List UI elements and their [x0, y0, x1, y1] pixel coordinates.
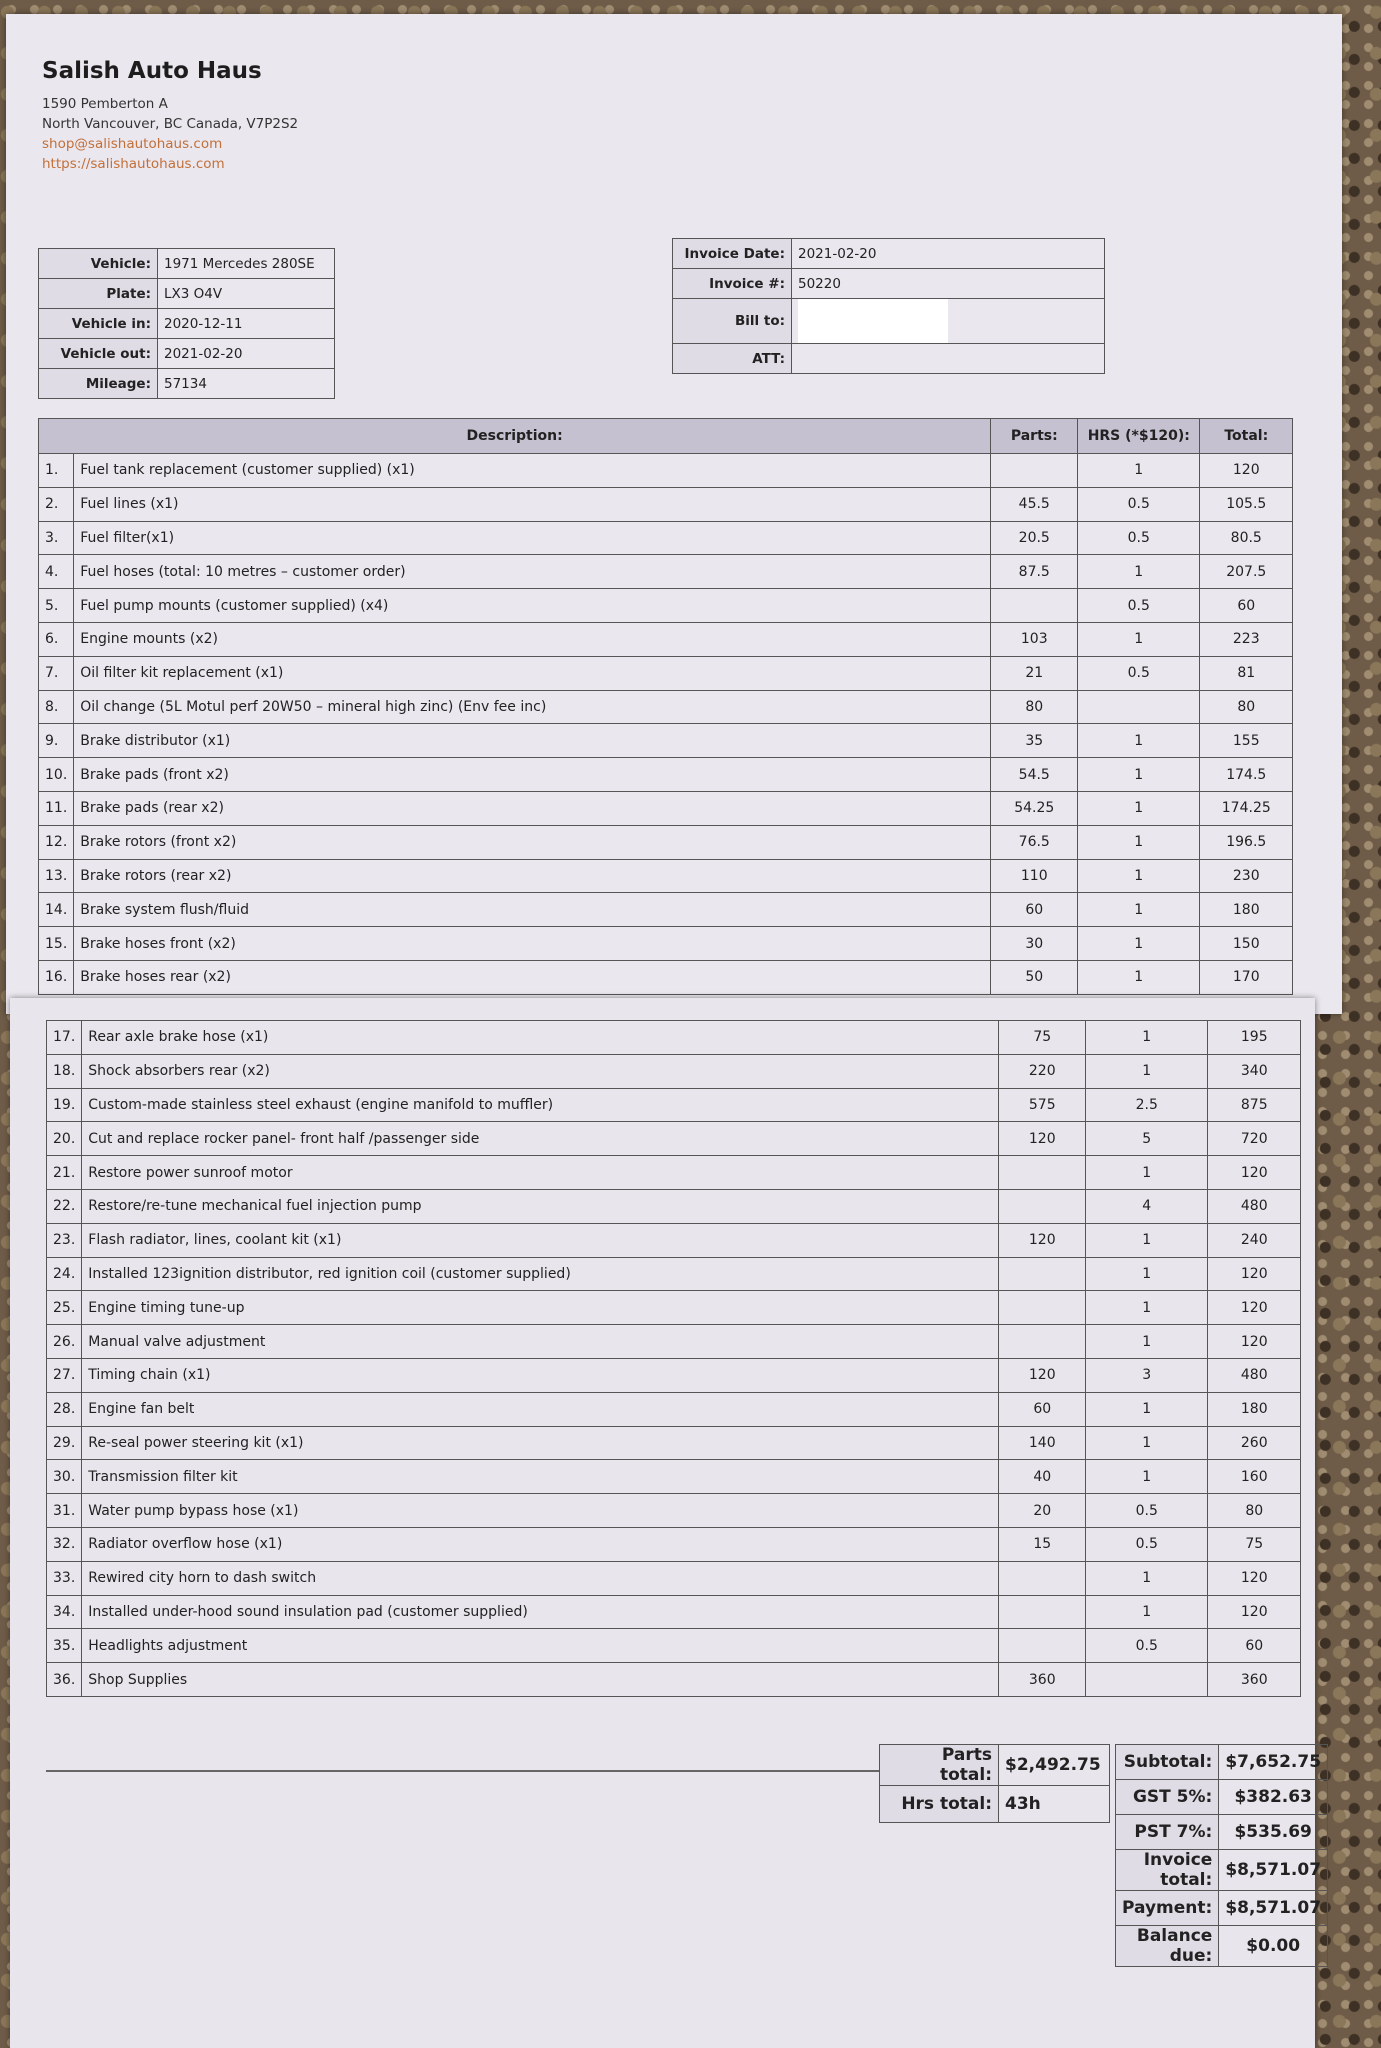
item-parts: 21 [991, 656, 1078, 690]
item-total: 120 [1208, 1561, 1301, 1595]
item-parts: 120 [999, 1223, 1086, 1257]
item-hours: 5 [1086, 1122, 1208, 1156]
table-row [39, 487, 1293, 521]
table-row [47, 1392, 1301, 1426]
description-header: Description: [39, 419, 991, 454]
item-hours: 1 [1078, 791, 1200, 825]
table-row [39, 589, 1293, 623]
parts-header: Parts: [991, 419, 1078, 454]
item-number: 23. [47, 1223, 82, 1257]
item-hours: 1 [1078, 724, 1200, 758]
item-number: 12. [39, 825, 74, 859]
table-row [47, 1054, 1301, 1088]
item-hours: 0.5 [1086, 1629, 1208, 1663]
item-description: Engine fan belt [82, 1392, 999, 1426]
item-parts [999, 1325, 1086, 1359]
table-row [47, 1460, 1301, 1494]
item-hours: 1 [1086, 1426, 1208, 1460]
total-header: Total: [1200, 419, 1293, 454]
item-hours: 1 [1078, 555, 1200, 589]
item-number: 29. [47, 1426, 82, 1460]
mileage-label: Mileage: [39, 369, 158, 399]
item-parts: 360 [999, 1663, 1086, 1697]
table-row [47, 1494, 1301, 1528]
item-hours: 4 [1086, 1189, 1208, 1223]
item-description: Brake hoses front (x2) [74, 927, 991, 961]
invoice-date-label: Invoice Date: [673, 239, 792, 269]
subtotal-value: $7,652.75 [1219, 1745, 1328, 1780]
item-description: Fuel tank replacement (customer supplied) (x1) [74, 454, 991, 488]
item-description: Rewired city horn to dash switch [82, 1561, 999, 1595]
invoice-total-value: $8,571.07 [1219, 1850, 1328, 1891]
vehicle-out-value: 2021-02-20 [158, 339, 335, 369]
pst-label: PST 7%: [1116, 1815, 1219, 1850]
item-description: Fuel lines (x1) [74, 487, 991, 521]
item-total: 195 [1208, 1021, 1301, 1055]
item-description: Fuel filter(x1) [74, 521, 991, 555]
item-hours: 1 [1078, 927, 1200, 961]
summary-divider [46, 1770, 886, 1772]
item-parts: 45.5 [991, 487, 1078, 521]
item-parts: 40 [999, 1460, 1086, 1494]
table-row [47, 1257, 1301, 1291]
att-label: ATT: [673, 344, 792, 374]
item-number: 28. [47, 1392, 82, 1426]
item-hours: 1 [1078, 893, 1200, 927]
gst-label: GST 5%: [1116, 1780, 1219, 1815]
table-row [47, 1189, 1301, 1223]
item-number: 24. [47, 1257, 82, 1291]
item-total: 150 [1200, 927, 1293, 961]
item-description: Oil change (5L Motul perf 20W50 – mineral high zinc) (Env fee inc) [74, 690, 991, 724]
item-total: 80 [1200, 690, 1293, 724]
item-number: 4. [39, 555, 74, 589]
item-parts: 575 [999, 1088, 1086, 1122]
table-row [39, 521, 1293, 555]
item-total: 120 [1208, 1156, 1301, 1190]
item-parts [999, 1629, 1086, 1663]
item-number: 21. [47, 1156, 82, 1190]
table-row [47, 1122, 1301, 1156]
balance-due-value: $0.00 [1219, 1926, 1328, 1967]
item-hours: 1 [1078, 758, 1200, 792]
item-hours: 1 [1086, 1392, 1208, 1426]
table-row [39, 825, 1293, 859]
line-items-body-page2 [47, 1021, 1301, 1697]
shop-name: Salish Auto Haus [42, 58, 262, 84]
invoice-info-table [672, 238, 1105, 374]
table-row [39, 927, 1293, 961]
table-row [39, 656, 1293, 690]
item-parts: 103 [991, 622, 1078, 656]
item-parts: 75 [999, 1021, 1086, 1055]
item-description: Brake pads (front x2) [74, 758, 991, 792]
item-hours: 1 [1086, 1054, 1208, 1088]
item-description: Cut and replace rocker panel- front half /passenger side [82, 1122, 999, 1156]
item-description: Timing chain (x1) [82, 1358, 999, 1392]
item-description: Brake pads (rear x2) [74, 791, 991, 825]
table-row [39, 454, 1293, 488]
table-row [39, 859, 1293, 893]
item-number: 30. [47, 1460, 82, 1494]
table-row [39, 690, 1293, 724]
item-parts: 120 [999, 1358, 1086, 1392]
item-number: 34. [47, 1595, 82, 1629]
item-description: Brake distributor (x1) [74, 724, 991, 758]
item-parts [999, 1156, 1086, 1190]
item-hours: 1 [1086, 1291, 1208, 1325]
item-description: Manual valve adjustment [82, 1325, 999, 1359]
item-number: 8. [39, 690, 74, 724]
hrs-header: HRS (*$120): [1078, 419, 1200, 454]
item-parts: 87.5 [991, 555, 1078, 589]
redaction-box [798, 299, 948, 343]
item-hours: 1 [1086, 1156, 1208, 1190]
item-description: Installed 123ignition distributor, red ignition coil (customer supplied) [82, 1257, 999, 1291]
table-row [47, 1223, 1301, 1257]
table-row [39, 758, 1293, 792]
item-number: 31. [47, 1494, 82, 1528]
item-hours: 0.5 [1078, 521, 1200, 555]
subtotal-label: Subtotal: [1116, 1745, 1219, 1780]
balance-due-label: Balance due: [1116, 1926, 1219, 1967]
item-parts: 54.25 [991, 791, 1078, 825]
item-number: 26. [47, 1325, 82, 1359]
item-description: Brake rotors (front x2) [74, 825, 991, 859]
hrs-total-label: Hrs total: [880, 1786, 999, 1823]
invoice-number-value: 50220 [792, 269, 1105, 299]
att-value [792, 344, 1105, 374]
item-hours: 1 [1078, 454, 1200, 488]
item-number: 6. [39, 622, 74, 656]
item-total: 207.5 [1200, 555, 1293, 589]
item-number: 16. [39, 960, 74, 994]
pst-value: $535.69 [1219, 1815, 1328, 1850]
table-row [47, 1595, 1301, 1629]
table-row [47, 1325, 1301, 1359]
item-total: 170 [1200, 960, 1293, 994]
item-number: 11. [39, 791, 74, 825]
invoice-number-label: Invoice #: [673, 269, 792, 299]
item-hours: 1 [1078, 859, 1200, 893]
item-total: 75 [1208, 1527, 1301, 1561]
table-row [39, 622, 1293, 656]
item-number: 13. [39, 859, 74, 893]
item-total: 223 [1200, 622, 1293, 656]
item-description: Installed under-hood sound insulation pad (customer supplied) [82, 1595, 999, 1629]
item-total: 260 [1208, 1426, 1301, 1460]
payment-label: Payment: [1116, 1891, 1219, 1926]
item-hours: 0.5 [1086, 1527, 1208, 1561]
item-total: 120 [1200, 454, 1293, 488]
item-number: 3. [39, 521, 74, 555]
item-number: 20. [47, 1122, 82, 1156]
item-hours: 1 [1078, 825, 1200, 859]
item-total: 120 [1208, 1595, 1301, 1629]
table-row [47, 1291, 1301, 1325]
item-description: Fuel pump mounts (customer supplied) (x4) [74, 589, 991, 623]
item-description: Restore power sunroof motor [82, 1156, 999, 1190]
item-parts: 140 [999, 1426, 1086, 1460]
line-items-table-page1 [38, 418, 1293, 995]
vehicle-in-value: 2020-12-11 [158, 309, 335, 339]
item-number: 18. [47, 1054, 82, 1088]
shop-address-line2: North Vancouver, BC Canada, V7P2S2 [42, 116, 299, 132]
parts-hours-summary [879, 1744, 1110, 1823]
item-total: 875 [1208, 1088, 1301, 1122]
invoice-total-label: Invoice total: [1116, 1850, 1219, 1891]
item-parts: 220 [999, 1054, 1086, 1088]
item-number: 7. [39, 656, 74, 690]
item-total: 80.5 [1200, 521, 1293, 555]
item-total: 180 [1208, 1392, 1301, 1426]
item-parts: 80 [991, 690, 1078, 724]
item-hours: 1 [1078, 960, 1200, 994]
plate-label: Plate: [39, 279, 158, 309]
item-hours: 1 [1086, 1257, 1208, 1291]
item-total: 480 [1208, 1358, 1301, 1392]
item-number: 10. [39, 758, 74, 792]
table-row [39, 724, 1293, 758]
item-total: 174.5 [1200, 758, 1293, 792]
table-row [47, 1527, 1301, 1561]
table-row [47, 1663, 1301, 1697]
item-parts [991, 589, 1078, 623]
item-number: 15. [39, 927, 74, 961]
item-total: 120 [1208, 1257, 1301, 1291]
item-description: Water pump bypass hose (x1) [82, 1494, 999, 1528]
item-total: 105.5 [1200, 487, 1293, 521]
item-parts: 30 [991, 927, 1078, 961]
table-row [39, 960, 1293, 994]
shop-email-link[interactable]: shop@salishautohaus.com [42, 136, 223, 152]
item-total: 174.25 [1200, 791, 1293, 825]
invoice-page-1 [6, 14, 1342, 1014]
item-parts: 20.5 [991, 521, 1078, 555]
table-row [47, 1561, 1301, 1595]
item-hours: 2.5 [1086, 1088, 1208, 1122]
item-hours [1086, 1663, 1208, 1697]
table-row [39, 893, 1293, 927]
item-number: 25. [47, 1291, 82, 1325]
item-description: Fuel hoses (total: 10 metres – customer order) [74, 555, 991, 589]
item-parts [999, 1257, 1086, 1291]
item-total: 120 [1208, 1291, 1301, 1325]
item-number: 14. [39, 893, 74, 927]
item-parts [999, 1291, 1086, 1325]
item-total: 240 [1208, 1223, 1301, 1257]
item-hours [1078, 690, 1200, 724]
item-parts: 110 [991, 859, 1078, 893]
mileage-value: 57134 [158, 369, 335, 399]
item-description: Custom-made stainless steel exhaust (engine manifold to muffler) [82, 1088, 999, 1122]
item-hours: 0.5 [1078, 589, 1200, 623]
item-parts: 35 [991, 724, 1078, 758]
item-number: 33. [47, 1561, 82, 1595]
item-total: 180 [1200, 893, 1293, 927]
parts-total-label: Parts total: [880, 1745, 999, 1786]
item-number: 2. [39, 487, 74, 521]
item-number: 32. [47, 1527, 82, 1561]
item-total: 230 [1200, 859, 1293, 893]
item-parts: 20 [999, 1494, 1086, 1528]
item-description: Radiator overflow hose (x1) [82, 1527, 999, 1561]
item-total: 340 [1208, 1054, 1301, 1088]
item-description: Shock absorbers rear (x2) [82, 1054, 999, 1088]
item-parts [999, 1189, 1086, 1223]
item-total: 80 [1208, 1494, 1301, 1528]
vehicle-info-table [38, 248, 335, 399]
item-parts [999, 1561, 1086, 1595]
line-items-table-page2 [46, 1020, 1301, 1697]
item-description: Brake rotors (rear x2) [74, 859, 991, 893]
item-description: Engine mounts (x2) [74, 622, 991, 656]
item-total: 160 [1208, 1460, 1301, 1494]
item-parts: 50 [991, 960, 1078, 994]
item-parts: 120 [999, 1122, 1086, 1156]
item-number: 27. [47, 1358, 82, 1392]
item-description: Brake system flush/fluid [74, 893, 991, 927]
gst-value: $382.63 [1219, 1780, 1328, 1815]
item-total: 360 [1208, 1663, 1301, 1697]
item-description: Restore/re-tune mechanical fuel injection pump [82, 1189, 999, 1223]
item-total: 81 [1200, 656, 1293, 690]
shop-website-link[interactable]: https://salishautohaus.com [42, 156, 225, 172]
table-row [47, 1629, 1301, 1663]
table-row [47, 1156, 1301, 1190]
item-description: Headlights adjustment [82, 1629, 999, 1663]
line-items-body-page1 [39, 454, 1293, 995]
item-hours: 1 [1086, 1460, 1208, 1494]
item-total: 196.5 [1200, 825, 1293, 859]
item-parts: 60 [999, 1392, 1086, 1426]
item-description: Shop Supplies [82, 1663, 999, 1697]
item-number: 9. [39, 724, 74, 758]
item-parts: 15 [999, 1527, 1086, 1561]
invoice-page-2 [10, 998, 1322, 2048]
vehicle-label: Vehicle: [39, 249, 158, 279]
table-header-row [39, 419, 1293, 454]
item-number: 19. [47, 1088, 82, 1122]
item-hours: 0.5 [1086, 1494, 1208, 1528]
table-row [47, 1088, 1301, 1122]
item-parts: 60 [991, 893, 1078, 927]
vehicle-out-label: Vehicle out: [39, 339, 158, 369]
table-row [47, 1358, 1301, 1392]
item-number: 1. [39, 454, 74, 488]
item-hours: 1 [1078, 622, 1200, 656]
item-number: 17. [47, 1021, 82, 1055]
vehicle-value: 1971 Mercedes 280SE [158, 249, 335, 279]
item-hours: 0.5 [1078, 487, 1200, 521]
parts-total-value: $2,492.75 [999, 1745, 1110, 1786]
item-hours: 1 [1086, 1325, 1208, 1359]
vehicle-in-label: Vehicle in: [39, 309, 158, 339]
hrs-total-value: 43h [999, 1786, 1110, 1823]
plate-value: LX3 O4V [158, 279, 335, 309]
table-row [39, 791, 1293, 825]
item-parts [999, 1595, 1086, 1629]
shop-header [42, 58, 298, 174]
item-total: 480 [1208, 1189, 1301, 1223]
item-parts: 76.5 [991, 825, 1078, 859]
item-total: 60 [1200, 589, 1293, 623]
item-total: 120 [1208, 1325, 1301, 1359]
item-parts: 54.5 [991, 758, 1078, 792]
item-description: Oil filter kit replacement (x1) [74, 656, 991, 690]
bill-to-value [792, 299, 1105, 344]
item-number: 5. [39, 589, 74, 623]
item-hours: 3 [1086, 1358, 1208, 1392]
item-hours: 0.5 [1078, 656, 1200, 690]
table-row [47, 1426, 1301, 1460]
item-parts [991, 454, 1078, 488]
table-row [47, 1021, 1301, 1055]
item-total: 720 [1208, 1122, 1301, 1156]
item-number: 36. [47, 1663, 82, 1697]
item-total: 155 [1200, 724, 1293, 758]
shop-address-line1: 1590 Pemberton A [42, 96, 168, 112]
item-description: Flash radiator, lines, coolant kit (x1) [82, 1223, 999, 1257]
item-hours: 1 [1086, 1595, 1208, 1629]
item-total: 60 [1208, 1629, 1301, 1663]
item-description: Re-seal power steering kit (x1) [82, 1426, 999, 1460]
item-number: 35. [47, 1629, 82, 1663]
item-description: Transmission filter kit [82, 1460, 999, 1494]
invoice-totals-summary [1115, 1744, 1328, 1967]
item-hours: 1 [1086, 1021, 1208, 1055]
item-hours: 1 [1086, 1223, 1208, 1257]
invoice-date-value: 2021-02-20 [792, 239, 1105, 269]
item-description: Engine timing tune-up [82, 1291, 999, 1325]
item-description: Brake hoses rear (x2) [74, 960, 991, 994]
bill-to-label: Bill to: [673, 299, 792, 344]
item-number: 22. [47, 1189, 82, 1223]
table-row [39, 555, 1293, 589]
payment-value: $8,571.07 [1219, 1891, 1328, 1926]
item-hours: 1 [1086, 1561, 1208, 1595]
item-description: Rear axle brake hose (x1) [82, 1021, 999, 1055]
